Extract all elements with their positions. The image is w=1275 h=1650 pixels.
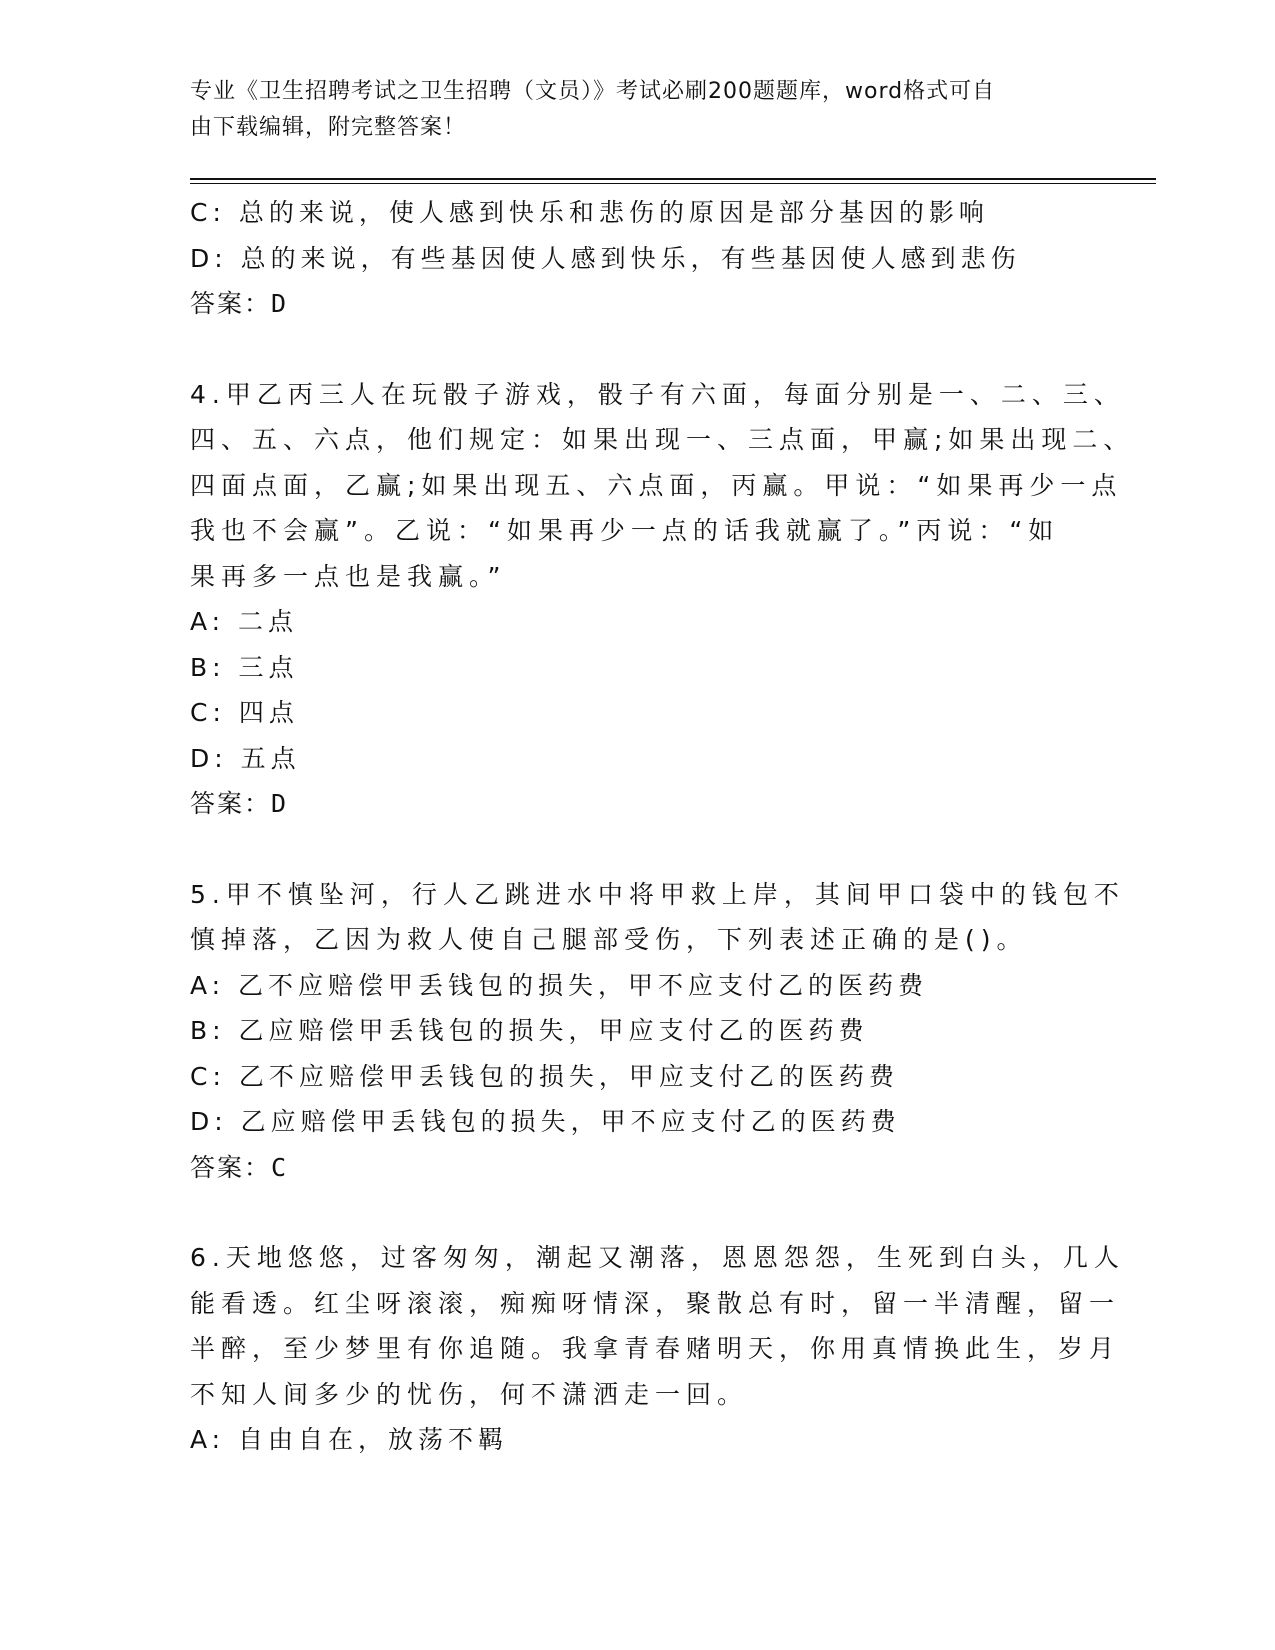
option-b: B: 乙应赔偿甲丢钱包的损失，甲应支付乙的医药费 bbox=[190, 1016, 869, 1045]
question-stem bbox=[190, 372, 1135, 600]
stem-line: 四面点面，乙赢;如果出现五、六点面，丙赢。甲说：“如果再少一点 bbox=[190, 470, 1123, 500]
option-d: D: 乙应赔偿甲丢钱包的损失，甲不应支付乙的医药费 bbox=[190, 1107, 901, 1136]
document-header bbox=[190, 74, 1070, 146]
question-5 bbox=[190, 872, 1125, 1191]
option-b: B: 三点 bbox=[190, 652, 299, 682]
answer-label: 答案： bbox=[190, 289, 272, 318]
stem-line: 我也不会赢”。乙说：“如果再少一点的话我就赢了。”丙说：“如 bbox=[190, 516, 1060, 545]
question-stem bbox=[190, 872, 1125, 963]
document-body bbox=[190, 190, 1135, 1463]
stem-line: 不知人间多少的忧伤，何不潇洒走一回。 bbox=[190, 1379, 749, 1409]
stem-line: 6.天地悠悠，过客匆匆，潮起又潮落，恩恩怨怨，生死到白头，几人 bbox=[190, 1243, 1125, 1272]
header-line-2: 由下载编辑，附完整答案！ bbox=[190, 115, 467, 140]
answer-key: C bbox=[271, 1152, 289, 1182]
stem-line: 半醉，至少梦里有你追随。我拿青春赌明天，你用真情换此生，岁月 bbox=[190, 1334, 1121, 1363]
question-stem bbox=[190, 1235, 1125, 1417]
spacer bbox=[190, 1190, 1090, 1235]
header-rule-thin bbox=[190, 183, 1156, 184]
option-d: D: 总的来说，有些基因使人感到快乐，有些基因使人感到悲伤 bbox=[190, 243, 1021, 273]
answer-key: D bbox=[271, 289, 289, 318]
spacer bbox=[190, 327, 1090, 372]
stem-line: 果再多一点也是我赢。” bbox=[190, 561, 507, 591]
question-6 bbox=[190, 1235, 1125, 1463]
answer-line bbox=[190, 781, 1090, 827]
option-a: A: 自由自在，放荡不羁 bbox=[190, 1425, 509, 1454]
option-d: D: 五点 bbox=[190, 743, 301, 773]
option-c: C: 乙不应赔偿甲丢钱包的损失，甲应支付乙的医药费 bbox=[190, 1061, 899, 1091]
answer-line bbox=[190, 1145, 1090, 1191]
answer-label: 答案： bbox=[190, 789, 272, 818]
answer-label: 答案： bbox=[190, 1152, 272, 1182]
stem-line: 5.甲不慎坠河，行人乙跳进水中将甲救上岸，其间甲口袋中的钱包不 bbox=[190, 879, 1125, 909]
option-c: C: 总的来说，使人感到快乐和悲伤的原因是部分基因的影响 bbox=[190, 198, 989, 227]
stem-line: 慎掉落，乙因为救人使自己腿部受伤，下列表述正确的是()。 bbox=[190, 925, 1028, 954]
stem-line: 4.甲乙丙三人在玩骰子游戏，骰子有六面，每面分别是一、二、三、 bbox=[190, 379, 1125, 409]
option-a: A: 二点 bbox=[190, 607, 299, 636]
stem-line: 四、五、六点，他们规定：如果出现一、三点面，甲赢;如果出现二、 bbox=[190, 425, 1135, 454]
option-a: A: 乙不应赔偿甲丢钱包的损失，甲不应支付乙的医药费 bbox=[190, 970, 929, 1000]
answer-line bbox=[190, 281, 1090, 327]
stem-line: 能看透。红尘呀滚滚，痴痴呀情深，聚散总有时，留一半清醒，留一 bbox=[190, 1288, 1121, 1318]
header-line-1: 专业《卫生招聘考试之卫生招聘（文员）》考试必刷200题题库，word格式可自 bbox=[190, 79, 996, 104]
header-rule-thick bbox=[190, 178, 1156, 180]
answer-key: D bbox=[271, 789, 289, 818]
option-c: C: 四点 bbox=[190, 698, 299, 727]
question-4 bbox=[190, 372, 1135, 827]
question-3 bbox=[190, 190, 1090, 327]
spacer bbox=[190, 827, 1090, 872]
